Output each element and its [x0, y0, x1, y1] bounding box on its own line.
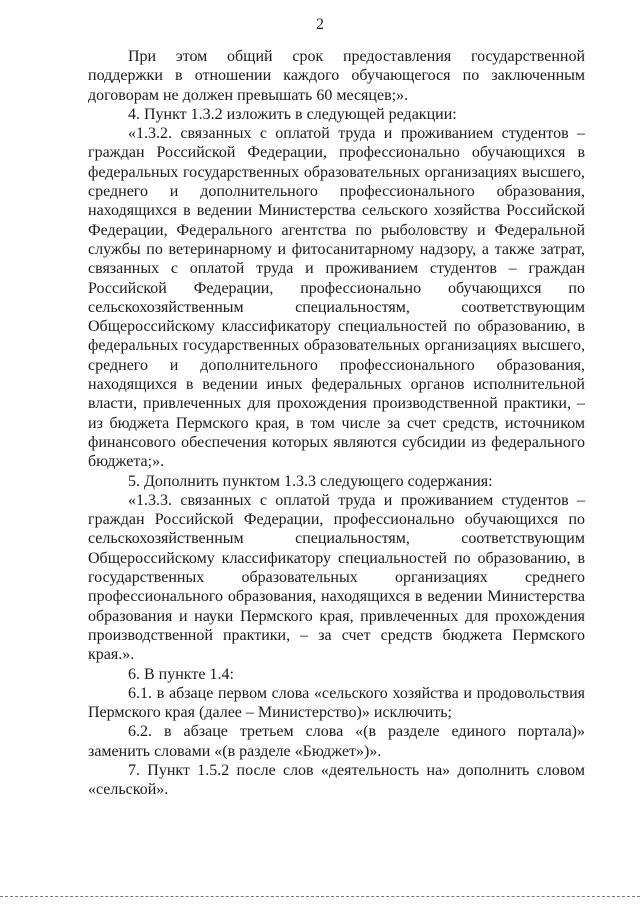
paragraph-item-5: 5. Дополнить пунктом 1.3.3 следующего содержания: [128, 472, 493, 490]
paragraph-clause-1-3-3: «1.3.3. связанных с оплатой труда и проживанием студентов – граждан Российской Федерации, профессионально обучающихся по сельскохозяйственным специальностям, соответствующим Общероссийскому классификатору специальностей по образованию, в государственных образовательных организациях среднего профессионального образования, находящихся в ведении Министерства образования и науки Пермского края, привлеченных для прохождения производственной практики, – за счет средств бюджета Пермского края.». [88, 491, 585, 664]
paragraph-support-term: При этом общий срок предоставления государственной поддержки в отношении каждого обучающегося по заключенным договорам не должен превышать 60 месяцев;». [88, 48, 585, 104]
paragraph-item-7: 7. Пункт 1.5.2 после слов «деятельность на» дополнить словом «сельской». [88, 761, 585, 799]
page-number: 2 [316, 16, 324, 33]
paragraph-item-6-1: 6.1. в абзаце первом слова «сельского хозяйства и продовольствия Пермского края (далее – Министерство)» исключить; [88, 684, 585, 722]
paragraph-item-6: 6. В пункте 1.4: [128, 665, 234, 683]
paragraph-item-6-2: 6.2. в абзаце третьем слова «(в разделе единого портала)» заменить словами «(в разделе «Бюджет»)». [88, 723, 585, 760]
paragraph-item-4: 4. Пункт 1.3.2 изложить в следующей редакции: [128, 105, 457, 123]
paragraph-clause-1-3-2: «1.3.2. связанных с оплатой труда и проживанием студентов – граждан Российской Федерации, профессионально обучающихся в федеральных государственных образовательных организациях высшего, среднего и дополнительного профессионального образования, находящихся в ведении Министерства сельского хозяйства Российской Федерации, Федерального агентства по рыболовству и Федеральной службы по ветеринарному и фитосанитарному надзору, а также затрат, связанных с оплатой труда и проживанием студентов – граждан Российской Федерации, профессионально обучающихся по сельскохозяйственным специальностям, соответствующим Общероссийскому классификатору специальностей по образованию, в федеральных государственных образовательных организациях высшего, среднего и дополнительного профессионального образования, находящихся в ведении иных федеральных органов исполнительной власти, привлеченных для прохождения производственной практики, – из бюджета Пермского края, в том числе за счет средств, источником финансового обеспечения которых являются субсидии из федерального бюджета;». [88, 125, 585, 471]
scan-edge-line [0, 896, 640, 897]
document-body [88, 47, 585, 800]
